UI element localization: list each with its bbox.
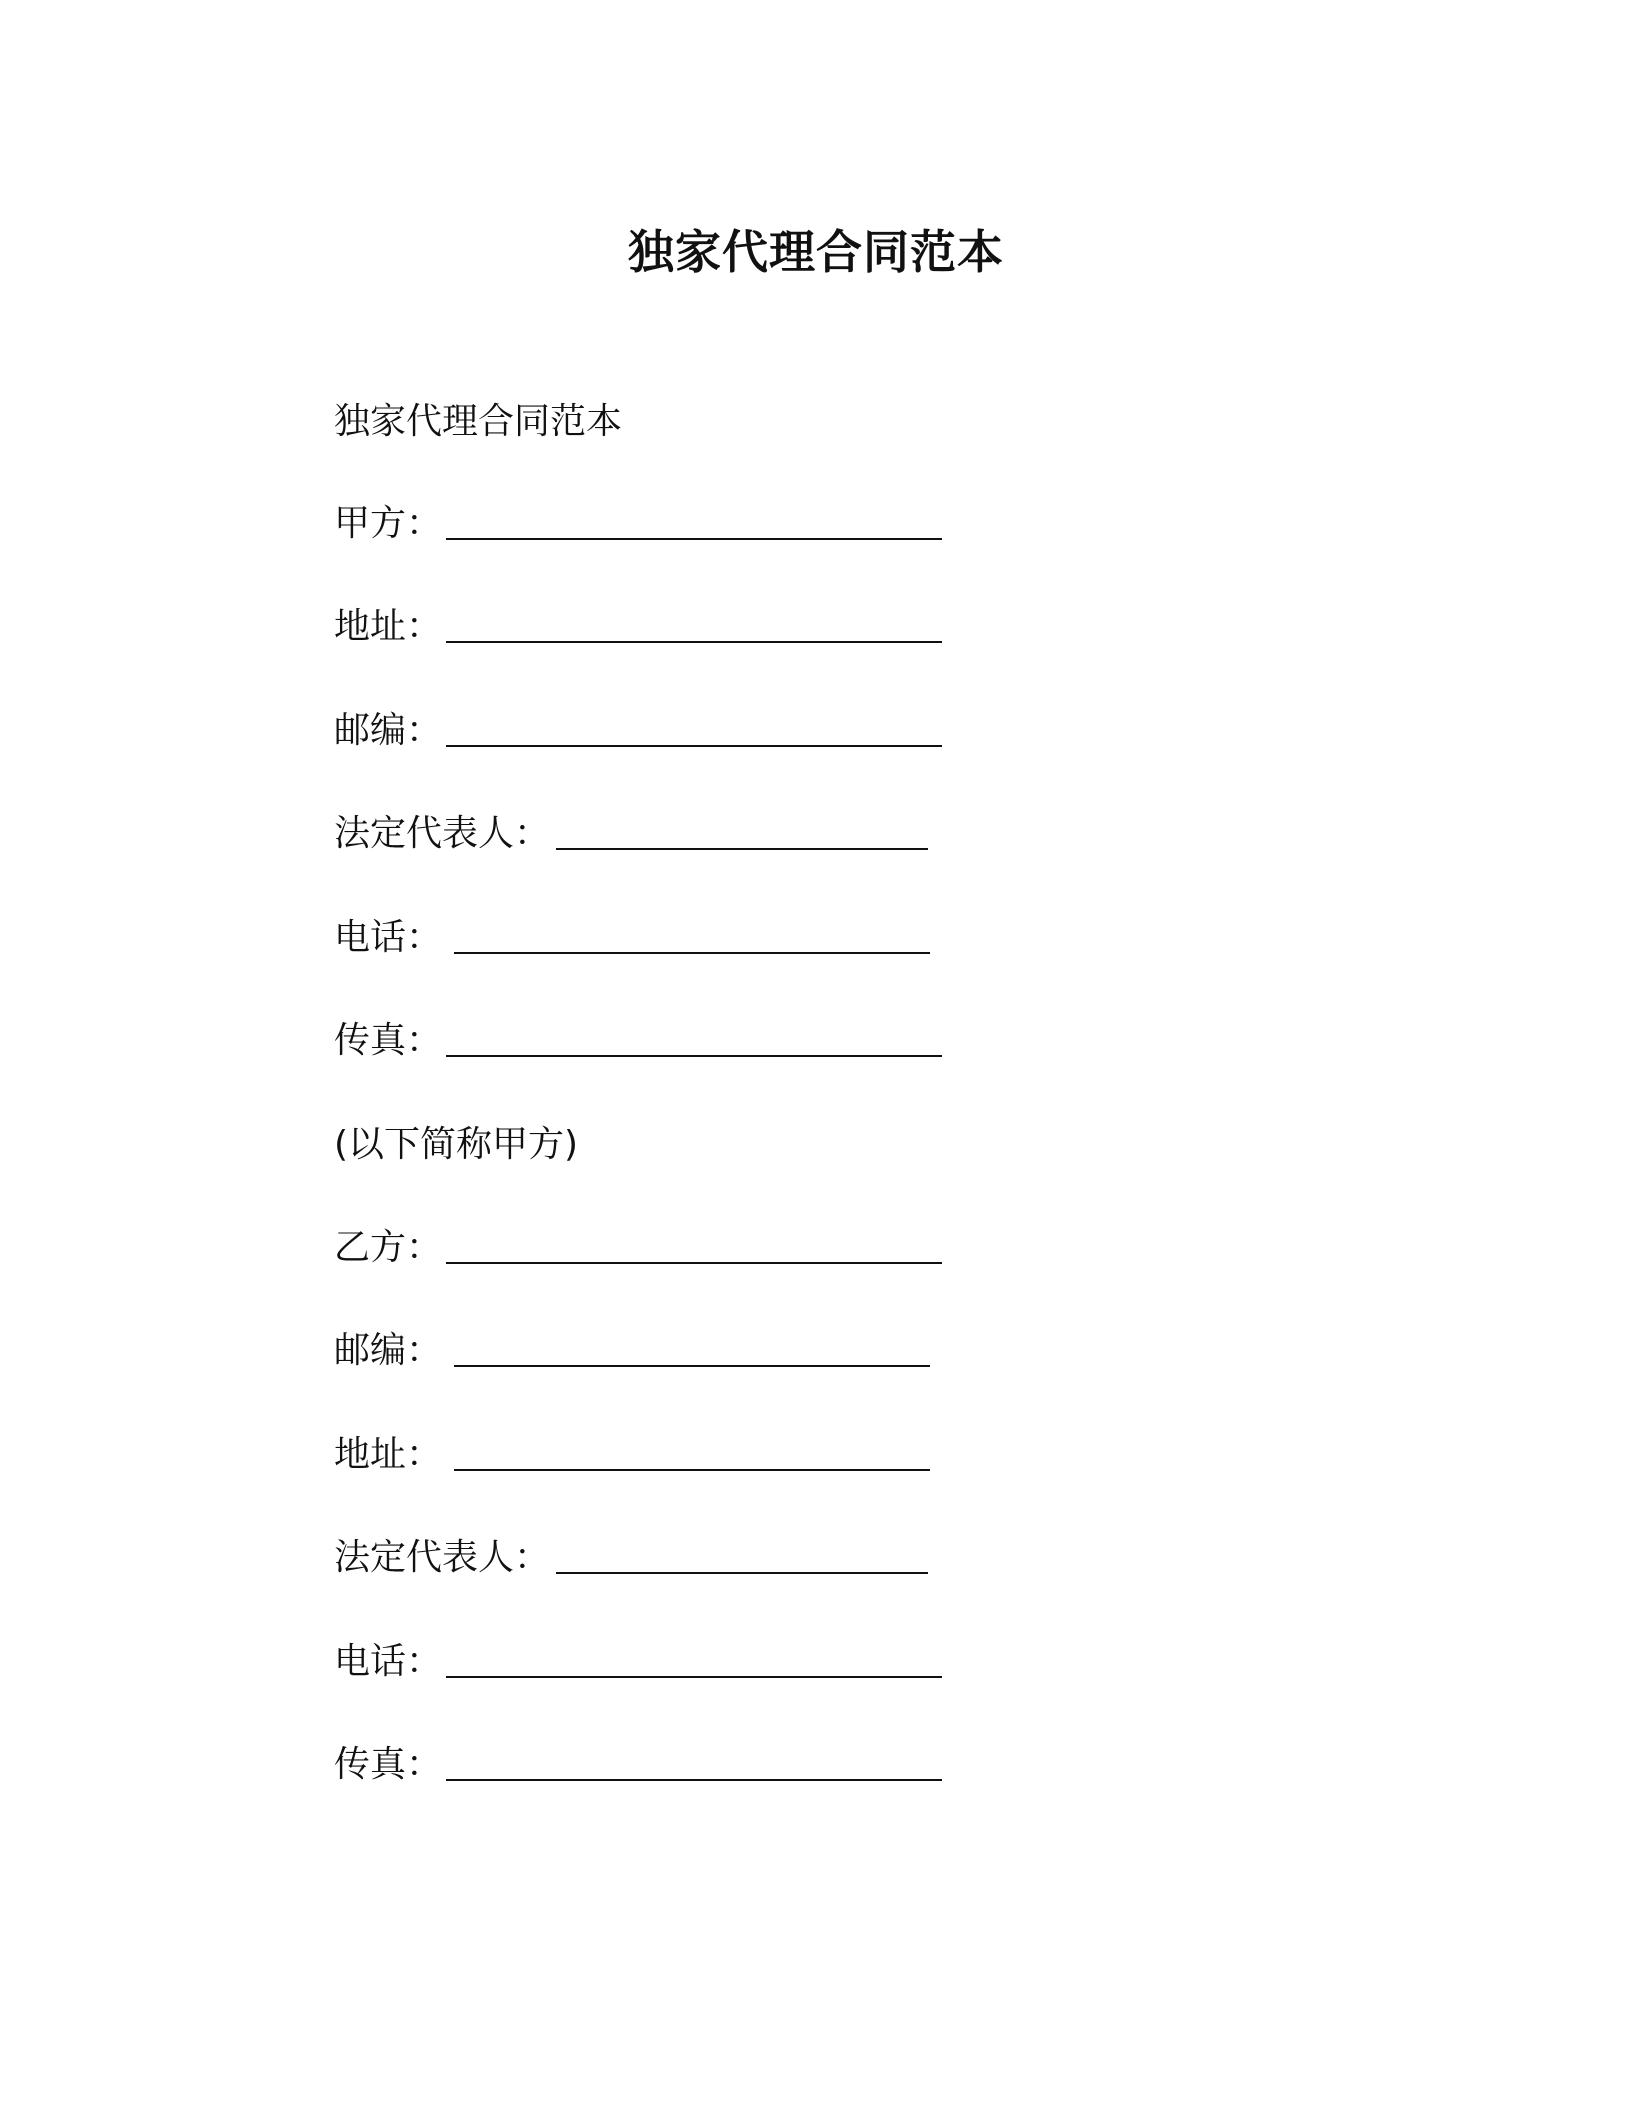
document-title: 独家代理合同范本	[628, 225, 1004, 279]
party-a-phone-label: 电话：	[334, 917, 443, 958]
party-b-name-field	[334, 1224, 442, 1272]
party-b-representative-label: 法定代表人：	[334, 1537, 551, 1578]
party-b-fax-blank[interactable]	[446, 1779, 942, 1781]
document-subtitle: 独家代理合同范本	[334, 401, 623, 442]
party-b-phone-label: 电话：	[334, 1641, 443, 1682]
party-a-phone-blank[interactable]	[454, 952, 930, 954]
party-b-phone-field	[334, 1638, 442, 1686]
party-b-fax-field	[334, 1741, 442, 1789]
party-a-postcode-field	[334, 707, 442, 755]
party-a-address-label: 地址：	[334, 606, 443, 647]
party-a-postcode-label: 邮编：	[334, 710, 443, 751]
party-a-name-field	[334, 500, 442, 548]
party-a-fax-label: 传真：	[334, 1020, 443, 1061]
party-b-postcode-label: 邮编：	[334, 1330, 443, 1371]
party-b-address-field	[334, 1431, 442, 1479]
party-b-address-label: 地址：	[334, 1434, 443, 1475]
party-a-representative-label: 法定代表人：	[334, 813, 551, 854]
party-b-postcode-blank[interactable]	[454, 1365, 930, 1367]
party-a-representative-blank[interactable]	[556, 848, 928, 850]
party-b-address-blank[interactable]	[454, 1469, 930, 1471]
party-a-name-label: 甲方：	[334, 503, 443, 544]
party-a-name-blank[interactable]	[446, 538, 942, 540]
party-a-representative-field	[334, 810, 550, 858]
party-a-address-field	[334, 603, 442, 651]
party-a-phone-field	[334, 914, 442, 962]
party-b-name-label: 乙方：	[334, 1227, 443, 1268]
party-a-postcode-blank[interactable]	[446, 745, 942, 747]
party-b-representative-field	[334, 1534, 550, 1582]
party-b-postcode-field	[334, 1327, 442, 1375]
party-b-representative-blank[interactable]	[556, 1572, 928, 1574]
party-a-fax-field	[334, 1017, 442, 1065]
party-a-address-blank[interactable]	[446, 641, 942, 643]
party-b-name-blank[interactable]	[446, 1262, 942, 1264]
party-b-fax-label: 传真：	[334, 1744, 443, 1785]
party-a-note: (以下简称甲方)	[334, 1124, 579, 1165]
party-b-phone-blank[interactable]	[446, 1676, 942, 1678]
party-a-fax-blank[interactable]	[446, 1055, 942, 1057]
